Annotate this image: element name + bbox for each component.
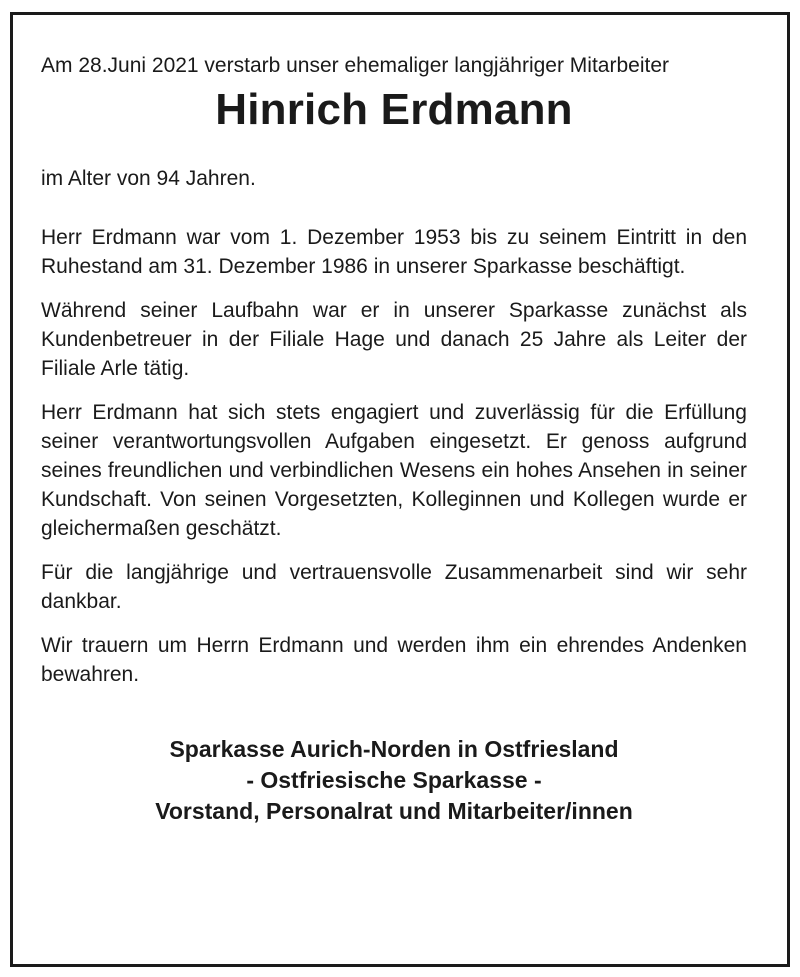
deceased-name: Hinrich Erdmann xyxy=(215,85,573,134)
signature-block xyxy=(41,734,747,827)
paragraph-mourning: Wir trauern um Herrn Erdmann und werden ihm ein ehrendes Andenken bewahren. xyxy=(41,634,747,686)
paragraph-dedication: Herr Erdmann hat sich stets engagiert und zuverlässig für die Erfüllung seiner verantwortungsvollen Aufgaben eingesetzt. Er genoss aufgrund seines freundlichen und verbindlichen Wesens ein hohes Ansehen in seiner Kundschaft. Von seinen Vorgesetzten, Kolleginnen und Kollegen wurde er gleichermaßen geschätzt. xyxy=(41,401,747,540)
signature-line-signers: Vorstand, Personalrat und Mitarbeiter/innen xyxy=(155,798,633,824)
signature-line-bank: Sparkasse Aurich-Norden in Ostfriesland xyxy=(169,736,619,762)
paragraph-career: Während seiner Laufbahn war er in unserer Sparkasse zunächst als Kundenbetreuer in der Filiale Hage und danach 25 Jahre als Leiter der Filiale Arle tätig. xyxy=(41,299,747,380)
paragraph-employment: Herr Erdmann war vom 1. Dezember 1953 bis zu seinem Eintritt in den Ruhestand am 31. Dezember 1986 in unserer Sparkasse beschäftigt. xyxy=(41,226,747,278)
age-text: im Alter von 94 Jahren. xyxy=(41,167,256,190)
obituary-notice xyxy=(41,51,747,827)
paragraph-gratitude: Für die langjährige und vertrauensvolle Zusammenarbeit sind wir sehr dankbar. xyxy=(41,561,747,613)
intro-text: Am 28.Juni 2021 verstarb unser ehemaliger langjähriger Mitarbeiter xyxy=(41,54,669,77)
signature-line-subtitle: - Ostfriesische Sparkasse - xyxy=(246,767,542,793)
